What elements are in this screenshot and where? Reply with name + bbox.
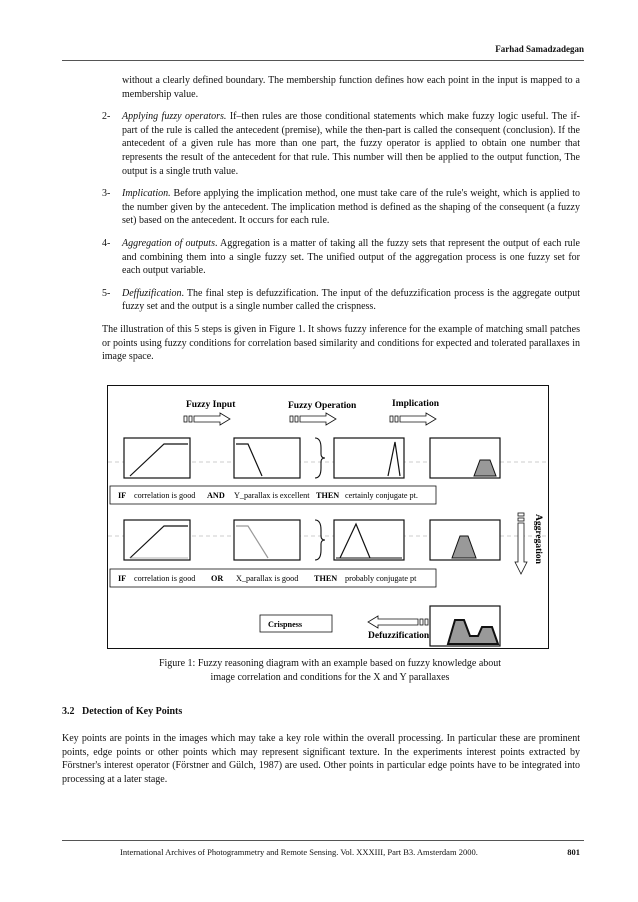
rule1-then: THEN (316, 491, 340, 500)
label-aggregation: Aggregation (533, 514, 543, 564)
crispness-box (260, 615, 332, 632)
step-body (122, 237, 580, 278)
step-number: 2- (102, 111, 111, 123)
rule1-result: certainly conjugate pt. (345, 491, 418, 500)
implication-arrow (390, 413, 436, 425)
footer-journal: International Archives of Photogrammetry and Remote Sensing. Vol. XXXIII, Part B3. Amsterdam 2000. (120, 847, 478, 857)
intro-continuation: without a clearly defined boundary. The membership function defines how each point in the input is mapped to a membership value. (122, 75, 580, 100)
label-fuzzy-input: Fuzzy Input (186, 400, 236, 410)
step-description: . The final step is defuzzification. The input of the defuzzification process is the aggregate output fuzzy set and the output is a single number called the crispness. (122, 287, 580, 313)
svg-text:IF correlation is good (118, 491, 418, 500)
rule1-if: IF (118, 491, 127, 500)
section-heading (62, 706, 182, 717)
section-body: Key points are points in the images which may take a key role within the overall processing. In particular these are prominent points, edge points or other points which may represent significant texture. In the experiments interest points extracted by Förstner's interest operator (Förstner and Gülch, 1987) are used. Other points in particular edge points have to be integrated into processing at a later stage. (62, 733, 580, 785)
row2-input1-set (124, 520, 190, 560)
step-title: Applying fuzzy operators. (122, 111, 227, 123)
row2-input2-set (234, 520, 300, 560)
aggregation-arrow (515, 513, 527, 574)
fuzzy-operation-arrow (290, 413, 336, 425)
step-number: 4- (102, 237, 111, 249)
figure-caption (140, 657, 520, 684)
step-description: Before applying the implication method, one must take care of the rule's weight, which is applied to the number given by the antecedent. The implication method is defined as the shaping of the consequent (a fuzzy set) based on the antecedent. It occurs for each rule. (122, 188, 580, 227)
running-header-author: Farhad Samadzadegan (495, 44, 584, 54)
row1-aggregation-set (430, 438, 500, 478)
header-divider (62, 60, 584, 61)
page-number: 801 (567, 847, 580, 857)
section-number: 3.2 (62, 706, 75, 717)
fuzzy-input-arrow (184, 413, 230, 425)
step-3 (62, 187, 580, 228)
label-fuzzy-operation: Fuzzy Operation (288, 401, 357, 411)
step-number: 5- (102, 287, 111, 299)
rule2-operator: OR (211, 574, 224, 583)
step-title: Deffuzification (122, 287, 182, 299)
step-number: 3- (102, 188, 111, 200)
rule2-box (110, 569, 436, 587)
step-5 (62, 287, 580, 314)
step-4 (62, 237, 580, 278)
body-text (62, 74, 580, 374)
fuzzy-reasoning-diagram (107, 385, 549, 649)
step-2 (62, 110, 580, 178)
caption-line-1: Figure 1: Fuzzy reasoning diagram with an example based on fuzzy knowledge about (158, 658, 502, 669)
rule1-cond1: correlation is good (134, 491, 196, 500)
step-body (122, 287, 580, 314)
rule2-cond1: correlation is good (134, 574, 196, 583)
row2-aggregation-set (430, 520, 500, 560)
rule2-result: probably conjugate pt (345, 574, 417, 583)
rule1-box (110, 486, 436, 504)
illustration-paragraph: The illustration of this 5 steps is given in Figure 1. It shows fuzzy inference for the example of matching small patches or points using fuzzy conditions for correlation based similarity and conditions for expected and tolerated parallaxes in image space. (102, 323, 580, 363)
diagram-canvas (108, 386, 548, 648)
rule2-then: THEN (314, 574, 338, 583)
section-title: Detection of Key Points (82, 706, 183, 717)
caption-line-2: image correlation and conditions for the X and Y parallaxes (210, 671, 450, 683)
step-body (122, 187, 580, 228)
step-title: Aggregation of outputs (122, 237, 215, 249)
step-description: If–then rules are those conditional statements which make fuzzy logic useful. The if-part of the rule is called the antecedent (premise), while the then-part is called the consequent (conclusion). If the antecedent of a given rule has more than one part, the fuzzy operator is applied to obtain one number that represents the result of the antecedent for that rule. This number will then be applied to the output function, The output is a single truth value. (122, 111, 581, 177)
rule1-cond2: Y_parallax is excellent (234, 491, 310, 500)
rule2-if: IF (118, 574, 127, 583)
label-crispness: Crispness (268, 620, 303, 629)
label-defuzzification: Defuzzification (368, 631, 430, 641)
row1-implication-set (334, 438, 404, 478)
row1-brace (315, 438, 325, 478)
final-output-set (430, 606, 500, 646)
label-implication: Implication (392, 399, 439, 409)
rule2-cond2: X_parallax is good (236, 574, 299, 583)
row2-implication-set (334, 520, 404, 560)
step-description: . Aggregation is a matter of taking all the fuzzy sets that represent the output of each rule and combining them into a single fuzzy set. The unified output of the aggregation process is one fuzzy set for each output variable. (122, 237, 580, 277)
row2-brace (315, 520, 325, 560)
svg-text:IF correlation is good (118, 574, 417, 583)
step-body (122, 110, 580, 178)
row1-input1-set (124, 438, 190, 478)
row1-input2-set (234, 438, 300, 478)
footer-divider (62, 840, 584, 841)
step-title: Implication. (122, 188, 171, 200)
defuzzification-arrow (368, 616, 428, 628)
rule1-operator: AND (207, 491, 225, 500)
